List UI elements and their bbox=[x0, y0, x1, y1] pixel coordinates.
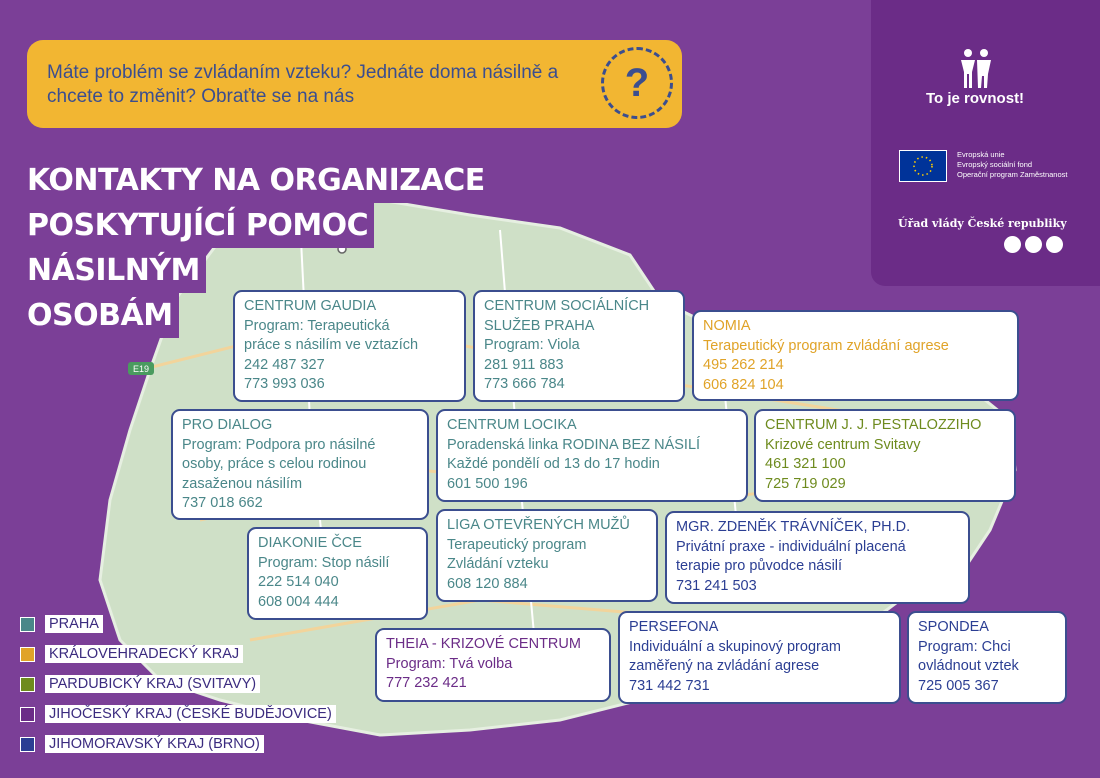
legend-item: JIHOČESKÝ KRAJ (ČESKÉ BUDĚJOVICE) bbox=[20, 699, 336, 729]
logo-panel bbox=[871, 0, 1100, 286]
road-label: E19 bbox=[132, 364, 150, 374]
people-logo-icon bbox=[959, 48, 993, 88]
title-line: OSOBÁM bbox=[27, 293, 179, 338]
banner-text: Máte problém se zvládaním vzteku? Jednáte doma násilně a chcete to změnit? Obraťte se na nás bbox=[47, 62, 559, 107]
contact-card-liga: LIGA OTEVŘENÝCH MUŽŮ Terapeutický program Zvládání vzteku 608 120 884 bbox=[436, 509, 658, 602]
contact-card-theia: THEIA - KRIZOVÉ CENTRUM Program: Tvá volba 777 232 421 bbox=[375, 628, 611, 702]
legend-item: PRAHA bbox=[20, 609, 336, 639]
contact-card-pestalozzi: CENTRUM J. J. PESTALOZZIHO Krizové centrum Svitavy 461 321 100 725 719 029 bbox=[754, 409, 1016, 502]
contact-card-prodialog: PRO DIALOG Program: Podpora pro násilné osoby, práce s celou rodinou zasaženou násilím 737 018 662 bbox=[171, 409, 429, 520]
logo-text: To je rovnost! bbox=[926, 90, 1025, 107]
title-line: POSKYTUJÍCÍ POMOC bbox=[27, 203, 374, 248]
region-legend bbox=[20, 609, 336, 759]
contact-card-travnicek: MGR. ZDENĚK TRÁVNÍČEK, PH.D. Privátní praxe - individuální placená terapie pro původce násilí 731 241 503 bbox=[665, 511, 970, 604]
help-banner bbox=[27, 40, 682, 128]
columns-icon bbox=[1046, 236, 1063, 253]
legend-item: PARDUBICKÝ KRAJ (SVITAVY) bbox=[20, 669, 336, 699]
contact-card-diakonie: DIAKONIE ČCE Program: Stop násilí 222 514 040 608 004 444 bbox=[247, 527, 428, 620]
eu-text: Evropská unie Evropský sociální fond Operační program Zaměstnanost bbox=[957, 150, 1068, 179]
title-line: NÁSILNÝM bbox=[27, 248, 206, 293]
contact-card-nomia: NOMIA Terapeutický program zvládání agrese 495 262 214 606 824 104 bbox=[692, 310, 1019, 401]
office-icons bbox=[1004, 236, 1063, 253]
legend-item: KRÁLOVEHRADECKÝ KRAJ bbox=[20, 639, 336, 669]
eu-flag-icon bbox=[899, 150, 947, 182]
title-line: KONTAKTY NA ORGANIZACE bbox=[27, 158, 491, 203]
contact-card-locika: CENTRUM LOCIKA Poradenská linka RODINA BEZ NÁSILÍ Každé pondělí od 13 do 17 hodin 601 500 196 bbox=[436, 409, 748, 502]
contact-card-spondea: SPONDEA Program: Chci ovládnout vztek 725 005 367 bbox=[907, 611, 1067, 704]
contact-card-gaudia: CENTRUM GAUDIA Program: Terapeutická práce s násilím ve vztazích 242 487 327 773 993 036 bbox=[233, 290, 466, 402]
legend-item: JIHOMORAVSKÝ KRAJ (BRNO) bbox=[20, 729, 336, 759]
question-circle-icon: ? bbox=[601, 47, 673, 119]
contact-card-persefona: PERSEFONA Individuální a skupinový program zaměřený na zvládání agrese 731 442 731 bbox=[618, 611, 901, 704]
office-name: Úřad vlády České republiky bbox=[898, 217, 1067, 230]
eu-stars-icon bbox=[1025, 236, 1042, 253]
person-icon bbox=[1004, 236, 1021, 253]
contact-card-csspraha: CENTRUM SOCIÁLNÍCH SLUŽEB PRAHA Program: Viola 281 911 883 773 666 784 bbox=[473, 290, 685, 402]
